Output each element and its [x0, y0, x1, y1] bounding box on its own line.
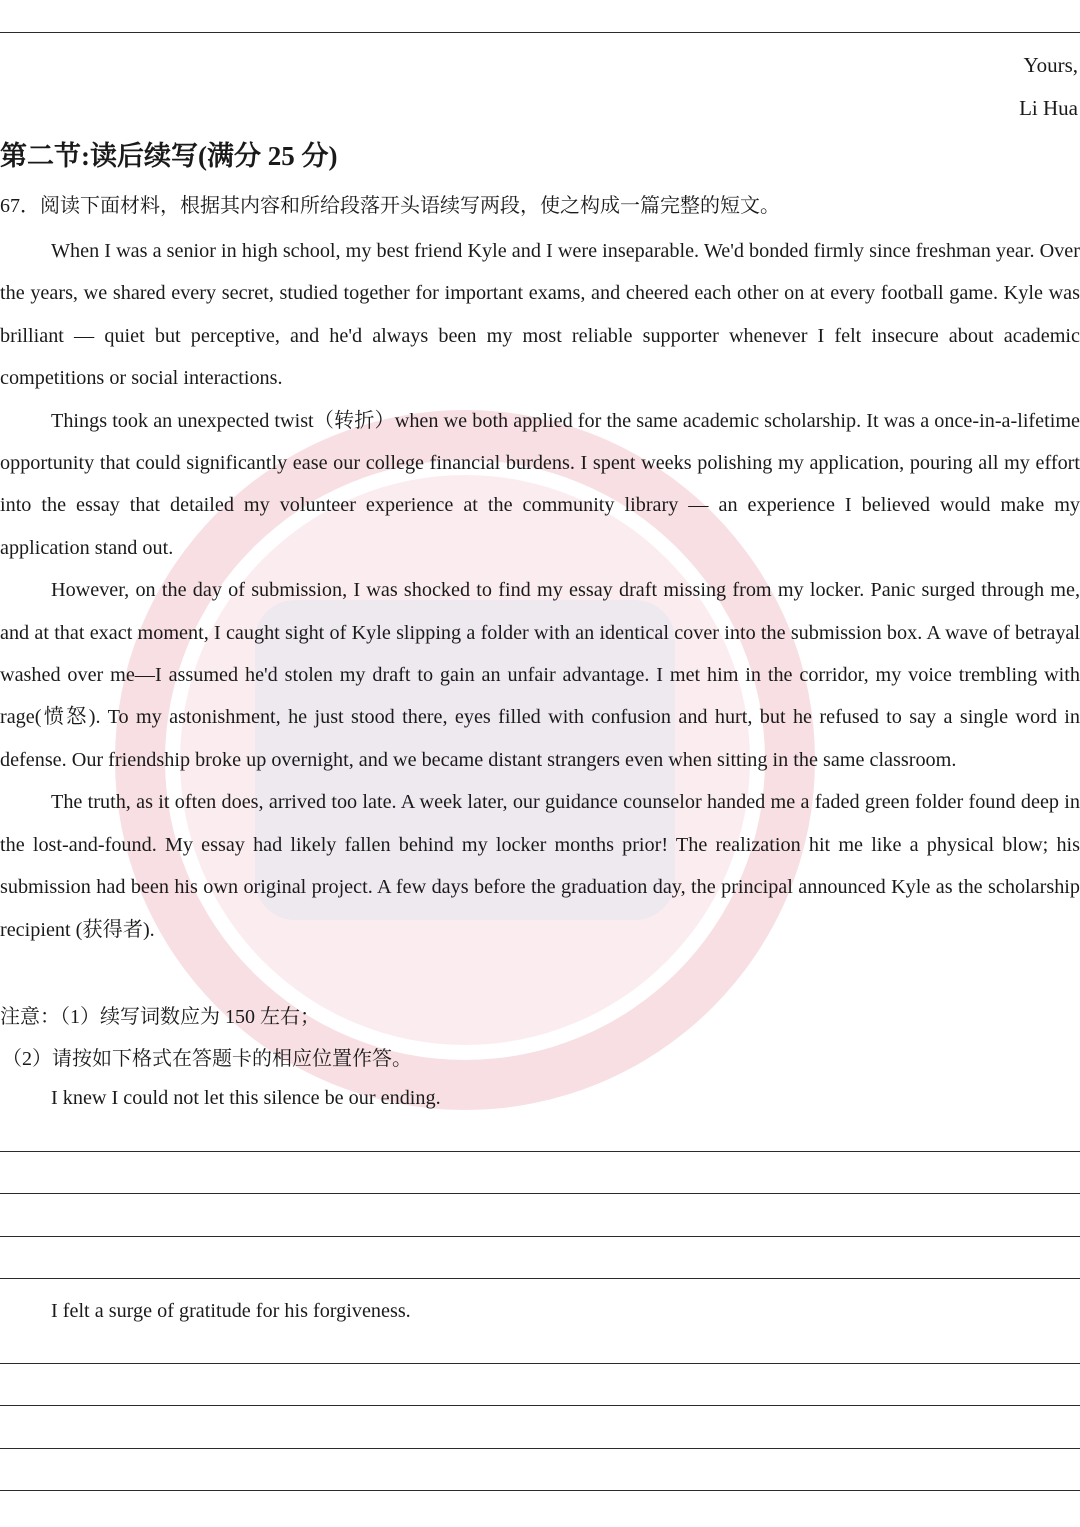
- passage-paragraph-4: The truth, as it often does, arrived too late. A week later, our guidance counselor handed me a faded green folder found deep in the lost-and-found. My essay had likely fallen behind my locker months prior! The realization hit me like a physical blow; his submission had been his own original project. A few days before the graduation day, the principal announced Kyle as the scholarship recipient (获得者).: [0, 791, 1080, 941]
- answer-line: [0, 1405, 1080, 1406]
- letter-signature: Li Hua: [1019, 96, 1078, 120]
- answer-line: [0, 1278, 1080, 1279]
- passage-paragraph-3: However, on the day of submission, I was shocked to find my essay draft missing from my locker. Panic surged through me, and at that exact moment, I caught sight of Kyle slipping a folder with an identical cover into the submission box. A wave of betrayal washed over me—I assumed he'd stolen my draft to gain an unfair advantage. I met him in the corridor, my voice trembling with rage(愤怒). To my astonishment, he just stood there, eyes filled with confusion and hurt, but he refused to say a single word in defense. Our friendship broke up overnight, and we became distant strangers even when sitting in the same classroom.: [0, 579, 1080, 771]
- passage-paragraph-2: Things took an unexpected twist（转折）when we both applied for the same academic scholarship. It was a once-in-a-lifetime opportunity that could significantly ease our college financial burdens. I spent weeks polishing my application, pouring all my effort into the essay that detailed my volunteer experience at the community library — an experience I believed would make my application stand out.: [0, 409, 1080, 559]
- answer-line: [0, 1363, 1080, 1364]
- section-heading: 第二节:读后续写(满分 25 分): [0, 141, 338, 171]
- note-word-count: 注意：（1）续写词数应为 150 左右；: [0, 1006, 320, 1028]
- note-answer-format: （2）请按如下格式在答题卡的相应位置作答。: [2, 1048, 412, 1071]
- answer-line: [0, 1236, 1080, 1237]
- notes-block: [0, 996, 412, 1081]
- answer-line: [0, 1193, 1080, 1194]
- answer-line: [0, 1490, 1080, 1491]
- reading-passage: [0, 230, 1080, 951]
- letter-closing: Yours,: [1023, 53, 1078, 77]
- paragraph-starter-2: I felt a surge of gratitude for his forgiveness.: [51, 1300, 411, 1322]
- answer-line: [0, 1448, 1080, 1449]
- question-instruction: 67．阅读下面材料，根据其内容和所给段落开头语续写两段，使之构成一篇完整的短文。: [0, 195, 780, 217]
- answer-line: [0, 1151, 1080, 1152]
- passage-paragraph-1: When I was a senior in high school, my best friend Kyle and I were inseparable. We'd bonded firmly since freshman year. Over the years, we shared every secret, studied together for important exams, and cheered each other on at every football game. Kyle was brilliant — quiet but perceptive, and he'd always been my most reliable supporter whenever I felt insecure about academic competitions or social interactions.: [0, 240, 1080, 390]
- top-rule: [0, 32, 1080, 33]
- paragraph-starter-1: I knew I could not let this silence be our ending.: [51, 1087, 441, 1109]
